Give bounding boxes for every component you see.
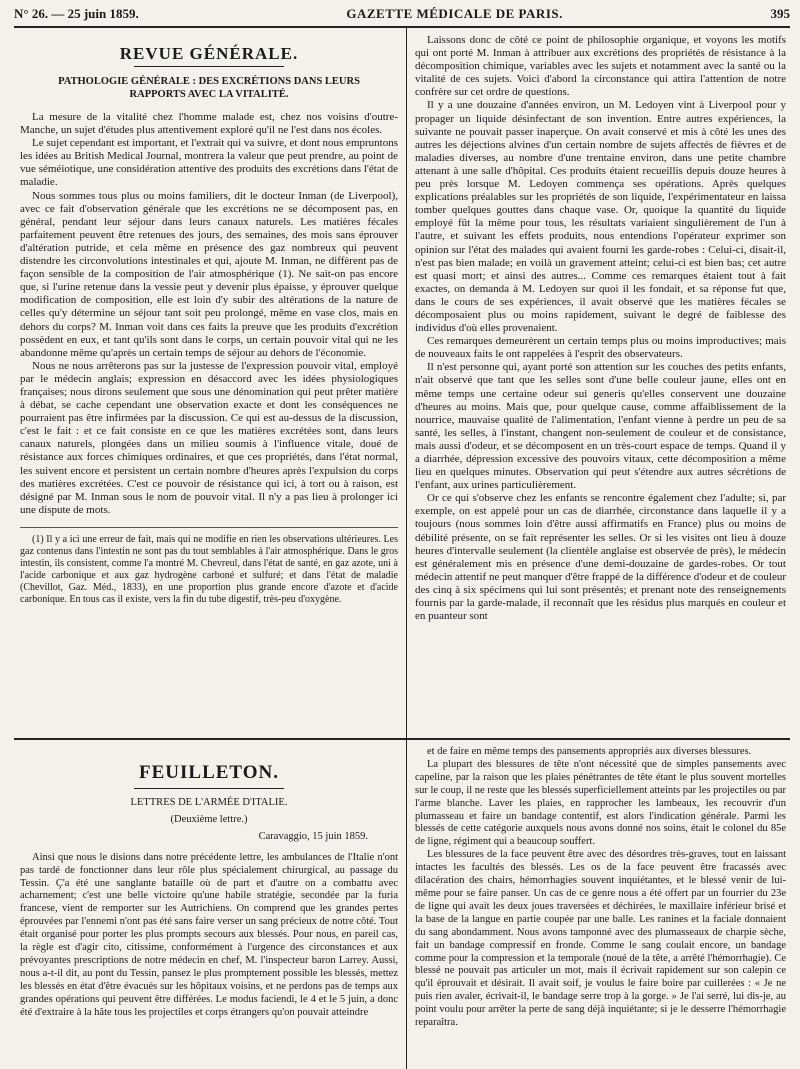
revue-left-column [14,28,406,738]
paragraph: Les blessures de la face peuvent être avec des désordres très-graves, tout en laissant intactes les facultés des blessés. Les os de la face peuvent être fracassés avec dilacération des chairs, hémorrhagies souvent inquiétantes, et le blessé venir de lui-même pour se faire panser. Un cas de ce genre nous a été offert par un fourrier du 23e de ligne qui avait les deux joues traversées et déchirées, le maxillaire inférieur brisé et la base de la langue en partie coupée par une balle. Les ranines et la faciale donnaient du sang abondamment. Nous avons tamponné avec des plumasseaux de charpie sèche, fait un bandage compressif en fronde. Comme le sang coulait encore, un bandage comme pour la compression et la temporale (noué de la tête, a arrêté l'hémorrhagie). Ce blessé ne pouvait pas articuler un mot, mais il écrivait rapidement sur son calepin ce qu'il éprouvait et désirait. Il avait soif, je voulus le faire boire par cuillerées : « Je ne puis rien avaler, écrivait-il, le bandage serre trop à la gorge. » Je l'ai serré, lui dis-je, au point voulu pour arrêter la perte de sang déjà inquiétante; si je le desserre l'hémorrhagie reparaîtra. [415,849,786,1029]
feuilleton-left-column [14,740,406,1069]
journal-title: GAZETTE MÉDICALE DE PARIS. [346,6,563,21]
page-number: 395 [770,6,790,21]
issue-number: N° 26. — 25 juin 1859. [14,6,139,21]
feuilleton-title: FEUILLETON. [139,762,279,783]
paragraph: La mesure de la vitalité chez l'homme malade est, chez nos voisins d'outre-Manche, un sujet d'études plus attentivement exploré qu'il ne l'est dans nos écoles. [20,111,398,137]
footnote [20,527,398,606]
paragraph: Laissons donc de côté ce point de philosophie organique, et voyons les motifs qui ont porté M. Inman à attribuer aux excrétions des propriétés de résistance à la décomposition chimique, variables avec les sujets et notamment avec la santé ou la vitalité de ces sujets. Voici d'abord la circonstance qui attira l'attention de notre confrère sur cet ordre de questions. [415,34,786,99]
page-header [14,6,790,28]
paragraph: Ces remarques demeurèrent un certain temps plus ou moins improductives; mais de nouveaux faits le ont rappelées à l'esprit des observateurs. [415,335,786,361]
paragraph: Il y a une douzaine d'années environ, un M. Ledoyen vint à Liverpool pour y propager un liquide désinfectant de son invention. Entre autres expériences, la suivante ne pouvait passer inaperçue. On avait conservé et mis à côté les unes des autres les déjections alvines d'un certain nombre de sujets affectés de fièvres et de maladies diverses, au nombre d'une trentaine environ, dans une petite chambre attenant à une salle d'hôpital. Ces produits étaient recueillis depuis douze heures à peu près lorsque M. Ledoyen commença ses opérations. Après quelques explications préalables sur les propriétés de son liquide, l'expérimentateur en laissa tomber quelques gouttes dans chaque vase. Or, quoique la quantité du liquide employé fût la même pour tous, les résultats variaient singulièrement de l'un à l'autre, et suivant les effets produits, nous entendions l'opérateur exprimer son opinion sur l'état des malades qui avaient fourni les garde-robes : Celui-ci, disait-il, n'est pas bien malade; en voilà un gravement atteint; celui-ci est bien bas; cet autre est quasi mort; et ainsi des autres... Comme ces remarques étaient tout à fait exactes, on demanda à M. Ledoyen sur quoi il les fondait, et sa réponse fut que, dans le cours de ses expériences, il avait observé que les matières fécales se décomposaient plus ou moins rapidement, suivant le degré de faiblesse des individus d'où elles provenaient. [415,99,786,335]
letter-number: (Deuxième lettre.) [170,813,248,825]
feuilleton-subtitle: LETTRES DE L'ARMÉE D'ITALIE. [130,797,288,808]
paragraph: et de faire en même temps des pansements appropriés aux diverses blessures. [427,746,752,757]
paragraph: Le sujet cependant est important, et l'extrait qui va suivre, et dont nous empruntons les idées au British Medical Journal, montrera la valeur que peut prendre, au point de vue séméiotique, une considération attentive des produits des excrétions dans l'état de maladie. [20,137,398,189]
title-rule [134,788,284,789]
revue-section [14,28,790,740]
title-rule [134,66,284,67]
paragraph: La plupart des blessures de tête n'ont nécessité que de simples pansements avec capeline, par la raison que les plaies pénétrantes de tête étant le plus souvent mortelles sur le coup, il ne reste que les blessés superficiellement atteints par les projectiles ou par l'arme blanche. Laver les plaies, en rapprocher les lambeaux, les recouvrir d'un plumasseau et faire un bandage contentif, est alors l'indication générale. Parmi les blessés de cette catégorie auxquels nous avons donné nos soins, était le colonel du 85e de ligne, régiment qui a beaucoup souffert. [415,758,786,848]
footnote-text: (1) Il y a ici une erreur de fait, mais qui ne modifie en rien les observations ultérieures. Les gaz contenus dans l'intestin ne sont pas du tout semblables à l'air atmosphérique. Dans le gros intestin, ils consistent, comme l'a montré M. Chevreul, dans l'état de santé, en gaz azote, uni à l'acide carbonique et aux gaz hydrogène carboné et sulfuré; et dans l'état de maladie (Chevillot, Gaz. Méd., 1833), en une proportion plus grande encore d'azote et d'acide carbonique. En tous cas il existe, vers la fin du tube digestif, très-peu d'oxygène. [20,533,398,605]
revue-right-column [406,28,790,738]
paragraph: Or ce qui s'observe chez les enfants se rencontre également chez l'adulte; si, par exemple, on est appelé pour un cas de diarrhée, circonstance dans laquelle il y a toujours (nous sommes loin d'être aussi affirmatifs en France) plus ou moins de débilité présente, on se fait représenter les selles. Or si les visites ont lieu à douze heures d'intervalle seulement (la clientèle anglaise est observée de près), le médecin est généralement mis en présence d'une demi-douzaine de gardes-robes. Or tout médecin attentif ne peut manquer d'être frappé de la différence d'odeur et de couleur des cinq à six spécimens qui lui sont présentés; et prenant note des renseignements fournis par la garde-malade, il reconnaît que les résidus plus marqués en couleur et en puanteur sont [415,492,786,623]
paragraph: Nous ne nous arrêterons pas sur la justesse de l'expression pouvoir vital, employé par le médecin anglais; expression en désaccord avec les idées physiologiques françaises; nous dirons seulement que sous une dénomination qui peut prêter matière à débat, se cache cependant une observation exacte et dont les conséquences ne pourraient pas être infirmées par la discussion. Ce qui est au-dessus de la discussion, c'est le fait : et ce fait consiste en ce que les matières excrétées sont, dans leurs canaux naturels, plongées dans un milieu soumis à l'influence vitale, doué de résistance aux forces chimiques ordinaires, et que ces propriétés, dans l'état normal, les suivent encore et persistent un certain nombre d'heures après l'expulsion du corps des matières excrétées. C'est ce pouvoir de résistance qui ici, à tort ou à raison, est désigné par M. Inman sous le nom de pouvoir vital. Il n'y a pas lieu à prolonger ici une dispute de mots. [20,359,398,516]
paragraph: Nous sommes tous plus ou moins familiers, dit le docteur Inman (de Liverpool), avec ce fait d'observation générale que les excrétions ne se décomposent pas, en général, pendant leur séjour dans leurs canaux naturels. Les matières fécales parfaitement peuvent être retenues des jours, des semaines, des mois sans éprouver d'altération putride, et cela même en présence des gaz nombreux qui peuvent distendre les circonvolutions intestinales et qui, ajoute M. Inman, ne diffèrent pas de façon sensible de la composition de l'air atmosphérique (1). Ne sait-on pas encore que, si l'urine retenue dans la vessie peut y devenir plus épaisse, y éprouver quelque modification de composition, elle est loin d'y subir des altérations de la nature de celles qu'y détermine un séjour tant soit peu prolongé, même en vase clos, mais en dehors du corps? M. Inman voit dans ces faits la preuve que les produits d'excrétion possèdent en eux, et tant qu'ils sont dans le corps, un certain pouvoir vital qui ne les abandonne même qu'après un certain temps de séjour au dehors de l'économie. [20,189,398,359]
section-title: REVUE GÉNÉRALE. [119,44,299,63]
paragraph: Il n'est personne qui, ayant porté son attention sur les couches des petits enfants, n'ait observé que tant que les selles sont d'une belle couleur jaune, elles ont en même temps une certaine odeur sui generis qu'elles conservent une douzaine d'heures au moins. Mais que, pour quelque cause, comme affaiblissement de la nourrice, mauvaise qualité de l'alimentation, l'enfant vienne à perdre un peu de sa santé, les selles, à l'instant, changent non-seulement de couleur et de consistance, mais aussi d'odeur, et se décomposent en un très-court espace de temps. Quand il y a diarrhée, dépression excessive des pouvoirs vitaux, cette décomposition a même lieu en quelques minutes. Observation qui peut s'étendre aux autres sécrétions de l'enfant, aux urines particulièrement. [415,361,786,492]
dateline: Caravaggio, 15 juin 1859. [258,830,368,842]
paragraph: Ainsi que nous le disions dans notre précédente lettre, les ambulances de l'Italie n'ont pas tardé de fonctionner dans leur rôle plus spécialement chirurgical, au passage du Tessin. Ç'a été une sanglante bataille où de part et d'autre on a combattu avec acharnement; c'est une belle victoire qu'une habile stratégie, secondée par la furia francese, vient de remporter sur les Autrichiens. On comprend que les grandes pertes éprouvées par l'ennemi n'ont pas été sans faire verser un sang précieux de notre côté. Tout était organisé pour porter les plus prompts secours aux blessés. Pour nous, en pareil cas, la règle est d'agir cito, citissime, conformément à l'urgence des circonstances et aux prévoyantes prescriptions de notre médecin en chef, M. l'inspecteur baron Larrey. Aussi, nous a-t-il dit, au pont du Tessin, pansez le plus promptement possible les blessés, mettez les blessés en état d'être évacués sur les hôpitaux voisins, et ne perdons pas de temps aux grandes opérations qui peuvent être différées. Le modus faciendi, le 4 et le 5 juin, a donc été d'extraire à la hâte tous les projectiles et corps étrangers qu'on pouvait atteindre [20,851,398,1018]
feuilleton-right-column [406,740,790,1069]
article-subtitle: PATHOLOGIE GÉNÉRALE : DES EXCRÉTIONS DANS LEURS RAPPORTS AVEC LA VITALITÉ. [58,76,360,100]
feuilleton-section [14,740,790,1069]
